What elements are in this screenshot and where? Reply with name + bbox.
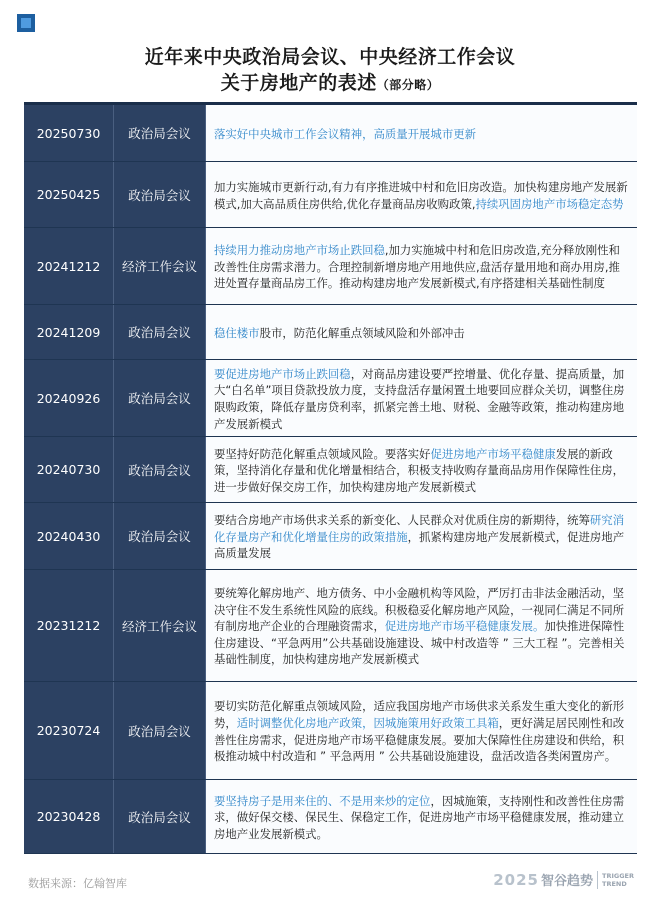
title-line-1: 近年来中央政治局会议、中央经济工作会议 [144, 46, 516, 68]
highlighted-text: 稳住楼市 [214, 325, 260, 340]
row-meeting: 政治局会议 [114, 360, 206, 436]
statement-segment: ，更好满足居民刚性和改善性住房需求，促进房地产市场平稳健康发展。要加大保障性住房建设和供给，积极推动城中村改造和 ” 平急两用 ” 公共基础设施建设，盘活改造各类闲置房产。 [214, 715, 625, 764]
statement-segment: 要坚持好防范化解重点领域风险。要落实好 [214, 446, 431, 461]
statement-segment: 加力实施城市更新行动,有力有序推进城中村和危旧房改造。加快构建房地产发展新模式,加大高品质住房供给,优化存量商品房收购政策, [214, 179, 628, 211]
row-statement [206, 360, 637, 436]
row-meeting: 经济工作会议 [114, 228, 206, 304]
row-date: 20241212 [24, 228, 114, 304]
highlighted-text: 促进房地产市场平稳健康 [430, 446, 556, 461]
statement-segment: 发展的新政策，坚持消化存量和优化增量相结合，积极支持收购存量商品房用作保障性住房，进一步做好保交房工作，加快构建房地产发展新模式 [214, 446, 625, 494]
title-main: 关于房地产的表述 [220, 72, 377, 94]
table-row [24, 360, 637, 437]
row-meeting: 政治局会议 [114, 780, 206, 853]
row-statement [206, 305, 637, 359]
table-row [24, 305, 637, 360]
statement-segment: ，抓紧构建房地产发展新模式，促进房地产高质量发展 [214, 529, 625, 561]
row-date: 20240730 [24, 437, 114, 502]
statement-text [214, 242, 629, 292]
row-meeting: 政治局会议 [114, 305, 206, 359]
logo-text: 智谷趋势 [541, 874, 594, 889]
title-note: （部分略） [376, 78, 440, 92]
row-statement [206, 682, 637, 779]
row-meeting: 经济工作会议 [114, 570, 206, 681]
statement-text [214, 446, 629, 496]
row-statement [206, 503, 637, 569]
table-row [24, 682, 637, 780]
statement-segment: ,加力实施城中村和危旧房改造,充分释放刚性和改善性住房需求潜力。合理控制新增房地产用地供应,盘活存量用地和商办用房,推进处置存量商品房工作。推动构建房地产发展新模式,有序搭建相关基础性制度 [214, 243, 620, 291]
table-row [24, 503, 637, 570]
row-meeting: 政治局会议 [114, 503, 206, 569]
statement-text [214, 585, 629, 668]
brand-logo [493, 870, 634, 889]
table-row [24, 105, 637, 162]
highlighted-text: 持续巩固房地产市场稳定态势 [475, 196, 624, 211]
statement-text [214, 793, 629, 843]
table-row [24, 228, 637, 305]
statement-text [214, 126, 476, 143]
logo-en-line-1: TRIGGER [602, 871, 634, 880]
statement-segment: 加快推进保障性住房建设、“平急两用”公共基础设施建设、城中村改造等 ” 三大工程 ”。完善相关基础性制度，加快构建房地产发展新模式 [214, 619, 625, 667]
row-meeting: 政治局会议 [114, 682, 206, 779]
row-date: 20240926 [24, 360, 114, 436]
statement-text [214, 698, 629, 764]
highlighted-text: 适时调整优化房地产政策，因城施策用好政策工具箱 [236, 715, 499, 730]
table-row [24, 437, 637, 503]
logo-divider [597, 871, 598, 889]
statement-segment: ，因城施策，支持刚性和改善性住房需求，做好保交楼、保民生、保稳定工作，促进房地产市场平稳健康发展，推动建立房地产业发展新模式。 [214, 793, 625, 841]
highlighted-text: 落实好中央城市工作会议精神，高质量开展城市更新 [214, 126, 476, 141]
row-statement [206, 105, 637, 161]
highlighted-text: 要坚持房子是用来住的、不是用来炒的定位 [214, 793, 431, 808]
logo-english [602, 872, 634, 888]
row-meeting: 政治局会议 [114, 162, 206, 227]
page-title [0, 44, 660, 98]
table-row [24, 780, 637, 854]
row-meeting: 政治局会议 [114, 105, 206, 161]
highlighted-text: 要促进房地产市场止跌回稳 [214, 366, 351, 381]
highlighted-text: 持续用力推动房地产市场止跌回稳 [214, 243, 385, 258]
row-statement [206, 228, 637, 304]
highlighted-text: 促进房地产市场平稳健康发展。 [384, 619, 545, 634]
row-date: 20231212 [24, 570, 114, 681]
row-statement [206, 570, 637, 681]
statement-segment: 股市，防范化解重点领域风险和外部冲击 [259, 325, 465, 340]
row-statement [206, 437, 637, 502]
statement-text [214, 512, 629, 562]
statement-segment: 要统筹化解房地产、地方债务、中小金融机构等风险，严厉打击非法金融活动，坚决守住不发生系统性风险的底线。积极稳妥化解房地产风险，一视同仁满足不同所有制房地产企业的合理融资需求， [214, 586, 625, 634]
statements-table [24, 102, 637, 854]
table-row [24, 570, 637, 682]
row-statement [206, 780, 637, 853]
title-line-2 [0, 70, 660, 98]
row-statement [206, 162, 637, 227]
row-date: 20250425 [24, 162, 114, 227]
statement-segment: ，对商品房建设要严控增量、优化存量、提高质量，加大“白名单”项目贷款投放力度，支持盘活存量闲置土地要回应群众关切，调整住房限购政策，降低存量房贷利率，抓紧完善土地、财税、金融等政策，推动构建房地产发展新模式 [214, 366, 625, 431]
row-date: 20230724 [24, 682, 114, 779]
row-meeting: 政治局会议 [114, 437, 206, 502]
row-date: 20241209 [24, 305, 114, 359]
row-date: 20230428 [24, 780, 114, 853]
statement-segment: 要切实防范化解重点领域风险，适应我国房地产市场供求关系发生重大变化的新形势， [214, 699, 625, 730]
corner-logo-mark [17, 14, 35, 32]
table-row [24, 162, 637, 228]
statement-text [214, 325, 465, 342]
row-date: 20240430 [24, 503, 114, 569]
row-date: 20250730 [24, 105, 114, 161]
highlighted-text: 研究消化存量房产和优化增量住房的政策措施 [214, 513, 625, 544]
statement-segment: 要结合房地产市场供求关系的新变化、人民群众对优质住房的新期待，统筹 [214, 513, 590, 528]
logo-en-line-2: TREND [602, 879, 627, 888]
statement-text [214, 366, 629, 432]
data-source: 数据来源：亿翰智库 [28, 877, 127, 890]
logo-year: 2025 [493, 870, 539, 889]
statement-text [214, 179, 629, 212]
